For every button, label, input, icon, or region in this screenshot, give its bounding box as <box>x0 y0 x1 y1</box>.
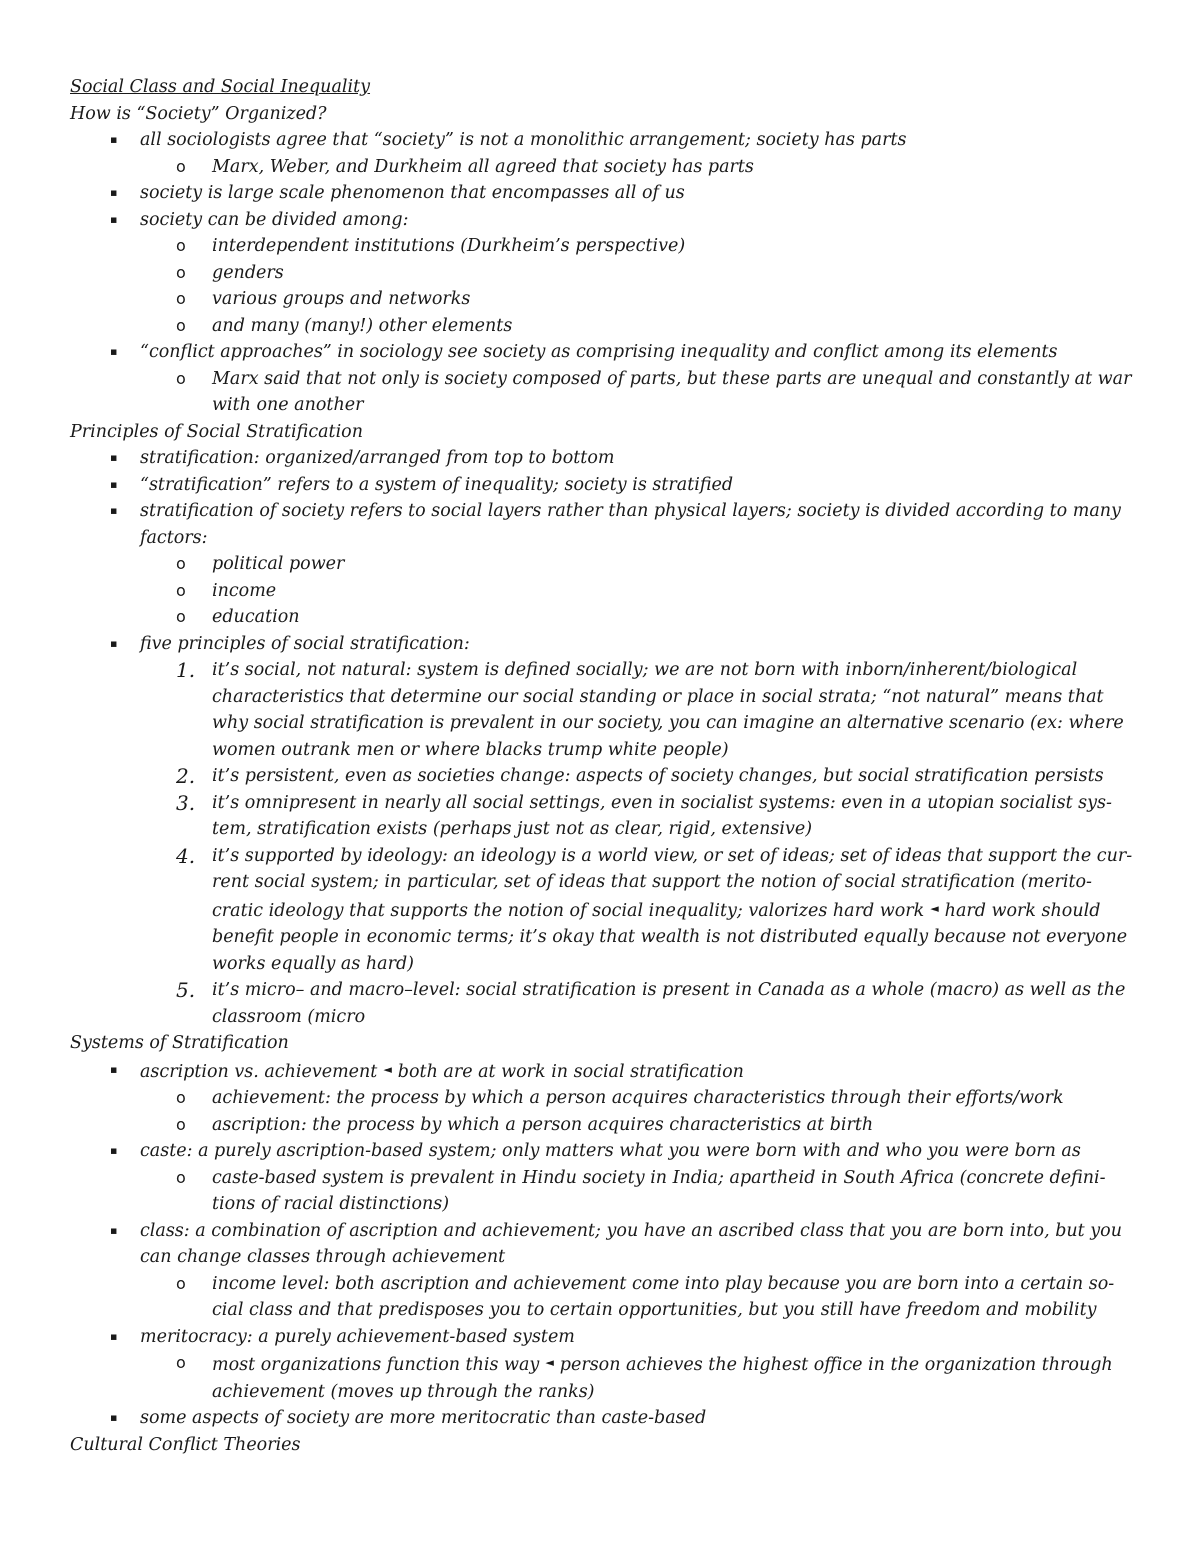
list-item: ▪ society is large scale phenomenon that encompasses all of us <box>70 180 1140 207</box>
circle-bullet-icon: o <box>176 1273 186 1293</box>
sub-list-item: o various groups and networks <box>70 286 1140 313</box>
list-item: ▪ caste: a purely ascription-based system; only matters what you were born with and who you were born as <box>70 1138 1140 1165</box>
list-item: ▪ ascription vs. achievement ◄ both are at work in social stratification <box>70 1057 1140 1086</box>
circle-bullet-icon: o <box>176 156 186 176</box>
section-heading: Principles of Social Stratification <box>70 421 363 442</box>
arrow-icon: ◄ <box>383 1062 392 1076</box>
list-item: ▪ stratification of society refers to social layers rather than physical layers; society is divided according to many factors: <box>70 498 1140 551</box>
bullet-list <box>70 445 1140 1030</box>
circle-bullet-icon: o <box>176 1114 186 1134</box>
sub-list-item: o and many (many!) other elements <box>70 313 1140 340</box>
circle-bullet-icon: o <box>176 236 186 255</box>
circle-bullet-icon: o <box>176 289 186 308</box>
sub-list-item: o political power <box>70 551 1140 578</box>
bullet-icon: ▪ <box>110 186 118 199</box>
list-item: ▪ five principles of social stratification: <box>70 631 1140 658</box>
sub-list-item: o interdependent institutions (Durkheim’s perspective) <box>70 233 1140 260</box>
sub-list-item: o achievement: the process by which a person acquires characteristics through their efforts/work <box>70 1085 1140 1112</box>
bullet-icon: ▪ <box>110 451 118 464</box>
arrow-icon: ◄ <box>545 1356 554 1369</box>
circle-bullet-icon: o <box>176 554 186 573</box>
bullet-icon: ▪ <box>110 504 118 517</box>
circle-bullet-icon: o <box>176 1353 186 1372</box>
item-number: 5. <box>176 978 196 1002</box>
circle-bullet-icon: o <box>176 1088 186 1107</box>
item-number: 4. <box>176 843 196 868</box>
section-heading: Systems of Stratification <box>70 1033 289 1053</box>
sub-list-item: o income <box>70 578 1140 605</box>
bullet-icon: ▪ <box>110 212 118 226</box>
item-number: 1. <box>176 658 196 682</box>
sub-list-item: o income level: both ascription and achievement come into play because you are born into a certain so-cial class and that predisposes you to certain opportunities, but you still have freedom and mobility <box>70 1271 1140 1324</box>
bullet-icon: ▪ <box>110 1144 118 1157</box>
list-item: ▪ stratification: organized/arranged from top to bottom <box>70 445 1140 472</box>
sub-list-item: o Marx said that not only is society composed of parts, but these parts are unequal and constantly at war with one another <box>70 366 1140 419</box>
sub-list-item: o ascription: the process by which a person acquires characteristics at birth <box>70 1112 1140 1139</box>
bullet-list <box>70 1057 1140 1432</box>
list-item: ▪ class: a combination of ascription and achievement; you have an ascribed class that you are born into, but you can change classes through achievement <box>70 1218 1140 1271</box>
numbered-item: 2. it’s persistent, even as societies change: aspects of society changes, but social stratification persists <box>176 764 1104 788</box>
bullet-icon: ▪ <box>110 1329 118 1343</box>
list-item: ▪ meritocracy: a purely achievement-based system <box>70 1324 1140 1351</box>
sub-list-item: o most organizations function this way ◄ person achieves the highest office in the organization through achievement (moves up through the ranks) <box>70 1350 1140 1405</box>
circle-bullet-icon: o <box>176 580 186 600</box>
numbered-item: 3. it’s omnipresent in nearly all social settings, even in socialist systems: even in a utopian socialist sys-tem, stratification exists (perhaps just not as clear, rigid, extensive) <box>176 790 1112 839</box>
numbered-item: 4. it’s supported by ideology: an ideology is a world view, or set of ideas; set of ideas that support the cur-rent social system; in particular, set of ideas that support the notion of social stratification (merito-cratic ideology that supports the notion of social inequality; valorizes hard work ◄ hard work should benefit people in economic terms; it’s okay that wealth is not distributed equally because not everyone works equally as hard) <box>176 843 1133 974</box>
document-page <box>70 74 1140 1458</box>
section-heading: How is “Society” Organized? <box>70 103 327 124</box>
sub-list-item: o education <box>70 604 1140 631</box>
arrow-icon: ◄ <box>930 901 939 915</box>
bullet-icon: ▪ <box>110 477 118 491</box>
list-item: ▪ some aspects of society are more meritocratic than caste-based <box>70 1405 1140 1432</box>
circle-bullet-icon: o <box>176 262 186 282</box>
sub-list-item: o genders <box>70 260 1140 287</box>
bullet-icon: ▪ <box>110 636 118 650</box>
bullet-icon: ▪ <box>110 1062 118 1076</box>
list-item: ▪ “stratification” refers to a system of inequality; society is stratified <box>70 472 1140 499</box>
sub-list-item: o Marx, Weber, and Durkheim all agreed that society has parts <box>70 154 1140 181</box>
list-item: ▪ “conflict approaches” in sociology see society as comprising inequality and conflict among its elements <box>70 339 1140 366</box>
numbered-item: 5. it’s micro– and macro–level: social stratification is present in Canada as a whole (macro) as well as the classroom (micro <box>176 978 1126 1027</box>
bullet-list <box>70 127 1140 419</box>
bullet-icon: ▪ <box>110 1411 118 1424</box>
sub-list-item: o caste-based system is prevalent in Hindu society in India; apartheid in South Africa (concrete defini-tions of racial distinctions) <box>70 1165 1140 1218</box>
list-item: ▪ society can be divided among: <box>70 207 1140 234</box>
item-number: 3. <box>176 790 196 815</box>
bullet-icon: ▪ <box>110 1223 118 1237</box>
bullet-icon: ▪ <box>110 133 118 146</box>
section-heading: Cultural Conflict Theories <box>70 1434 301 1455</box>
circle-bullet-icon: o <box>176 315 186 335</box>
document-title: Social Class and Social Inequality <box>70 77 371 97</box>
item-number: 2. <box>176 764 196 788</box>
circle-bullet-icon: o <box>176 607 186 626</box>
circle-bullet-icon: o <box>176 368 186 388</box>
numbered-item: 1. it’s social, not natural: system is defined socially; we are not born with inborn/inherent/biological characteristics that determine our social standing or place in social strata; “not natural” means that why social stratification is prevalent in our society, you can imagine an alternative scenario (ex: where women outrank men or where blacks trump white people) <box>176 658 1124 760</box>
list-item: ▪ all sociologists agree that “society” is not a monolithic arrangement; society has parts <box>70 127 1140 154</box>
circle-bullet-icon: o <box>176 1167 186 1187</box>
bullet-icon: ▪ <box>110 345 118 358</box>
